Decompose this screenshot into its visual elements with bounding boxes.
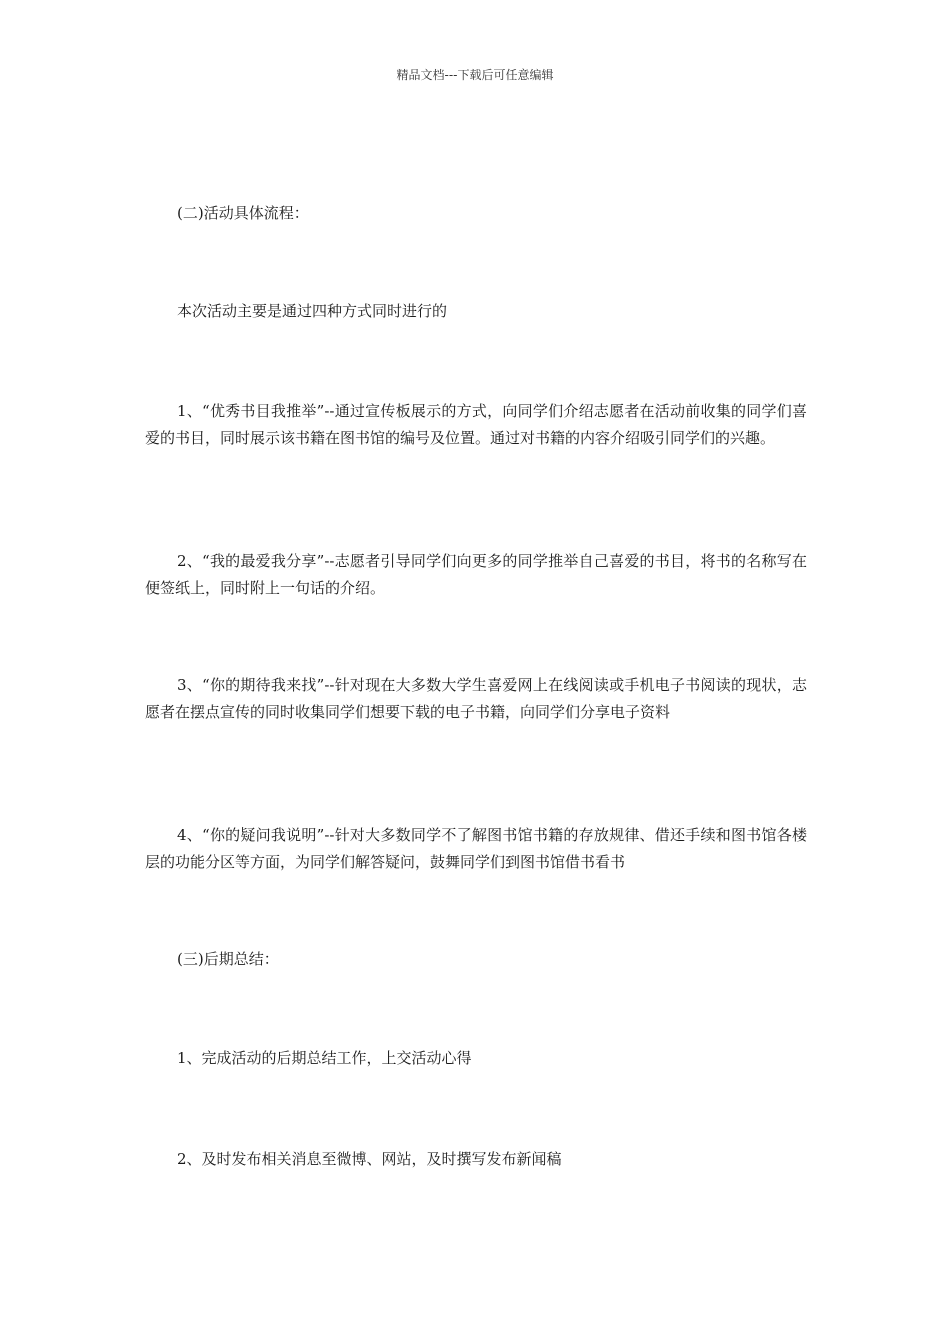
- list-item-4: 4、“你的疑问我说明”--针对大多数同学不了解图书馆书籍的存放规律、借还手续和图书馆各楼层的功能分区等方面，为同学们解答疑问，鼓舞同学们到图书馆借书看书: [145, 826, 807, 871]
- list-item-3: 3、“你的期待我来找”--针对现在大多数大学生喜爱网上在线阅读或手机电子书阅读的现状，志愿者在摆点宣传的同时收集同学们想要下载的电子书籍，向同学们分享电子资料: [145, 676, 807, 721]
- section-heading-summary: (三)后期总结：: [177, 950, 279, 968]
- page-header: 精品文档---下载后可任意编辑: [396, 68, 554, 82]
- summary-item-1: 1、完成活动的后期总结工作，上交活动心得: [177, 1049, 472, 1067]
- list-item-1: 1、“优秀书目我推举”--通过宣传板展示的方式，向同学们介绍志愿者在活动前收集的同学们喜爱的书目，同时展示该书籍在图书馆的编号及位置。通过对书籍的内容介绍吸引同学们的兴趣。: [145, 402, 807, 447]
- list-item-2: 2、“我的最爱我分享”--志愿者引导同学们向更多的同学推举自己喜爱的书目，将书的名称写在便签纸上，同时附上一句话的介绍。: [145, 552, 807, 597]
- summary-item-2: 2、及时发布相关消息至微博、网站，及时撰写发布新闻稿: [177, 1150, 562, 1168]
- intro-paragraph: 本次活动主要是通过四种方式同时进行的: [177, 302, 448, 320]
- section-heading-process: (二)活动具体流程：: [177, 204, 309, 222]
